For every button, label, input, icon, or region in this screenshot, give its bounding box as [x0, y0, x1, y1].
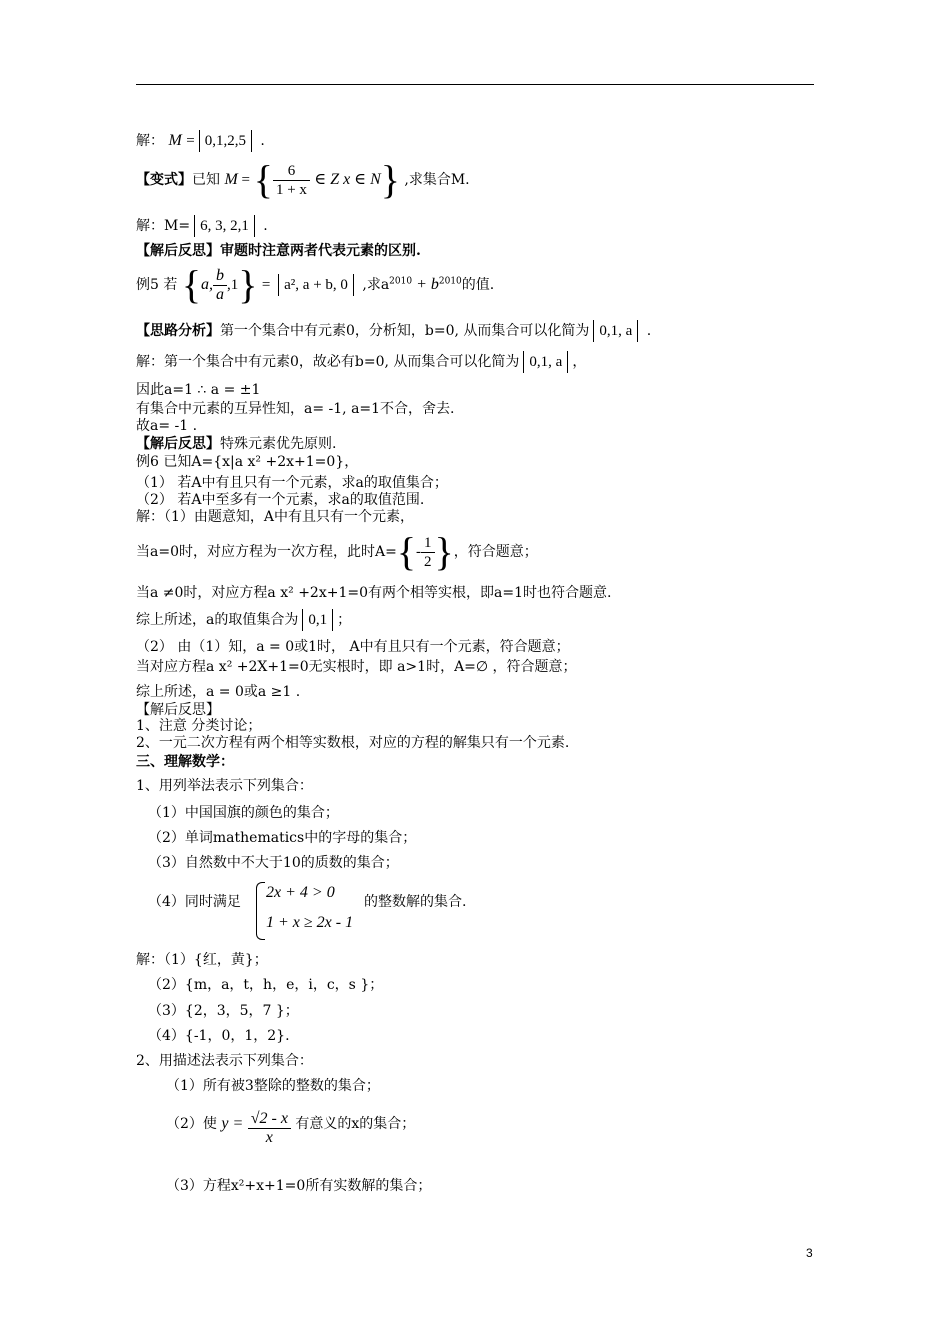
answer-line-1: 解： M = 0,1,2,5 .: [136, 130, 265, 152]
reflection-point-2: 2、一元二次方程有两个相等实数根，对应的方程的解集只有一个元素.: [136, 735, 570, 751]
exercise-1-1: （1）中国国旗的颜色的集合；: [148, 805, 339, 821]
question-1: （1） 若A中有且只有一个元素，求a的取值集合；: [136, 475, 448, 491]
solution-line-6: 当a=0时，对应方程为一次方程，此时A={- $\frac{1}{2}$ }，符合题意；: [136, 529, 538, 574]
exercise-2: 2、用描述法表示下列集合：: [136, 1053, 313, 1069]
set-braces: 0,1, a: [593, 320, 638, 342]
reflection-text: 审题时注意两者代表元素的区别.: [220, 243, 421, 259]
exercise-2-3: （3）方程x²+x+1=0所有实数解的集合；: [166, 1178, 432, 1194]
solution-line-5: 解：（1）由题意知，A中有且只有一个元素，: [136, 509, 415, 525]
solution-line-1: 解：第一个集合中有元素0，故必有b=0, 从而集合可以化简为 0,1, a ，: [136, 351, 586, 373]
answer-line-3: [136, 215, 268, 237]
reflection-line-2: 【解后反思】特殊元素优先原则.: [136, 436, 337, 452]
solution-line-11: 综上所述，a = 0或a ≥1 .: [136, 684, 301, 700]
period: .: [260, 133, 265, 149]
set-condition: ∈ Z x ∈ N: [314, 171, 381, 188]
exercise-2-1: （1）所有被3整除的整数的集合；: [166, 1078, 380, 1094]
solution-line-7: 当a ≠0时，对应方程a x² +2x+1=0有两个相等实根，即a=1时也符合题意.: [136, 585, 612, 601]
set-braces: 0,1, a: [523, 351, 568, 373]
example-5: 例5 若 {a, $\frac{b}{a}$ ,1} = a², a + b, 0 ,求$a^{2010} + b^{2010}$的值.: [136, 262, 495, 307]
reflection-tag: 【解后反思】: [136, 243, 220, 259]
reflection-point-1: 1、注意 分类讨论；: [136, 718, 262, 734]
answer-1-4: （4）{-1，0，1，2}.: [148, 1028, 290, 1044]
set-braces: 0,1: [302, 609, 333, 631]
variant-line: 【变式】已知 M = { $\frac{6}{1 + x}$ ∈ Z x ∈ N} ,求集合M.: [136, 157, 470, 202]
answer-1-3: （3）{2，3，5，7 }；: [148, 1003, 299, 1019]
solution-line-3: 有集合中元素的互异性知，a= -1, a=1不合，舍去.: [136, 401, 455, 417]
exercise-1-3: （3）自然数中不大于10的质数的集合；: [148, 855, 399, 871]
header-rule: [136, 84, 814, 85]
answer-1-1: 解：（1）{红，黄}；: [136, 952, 268, 968]
solution-line-4: 故a= -1 .: [136, 418, 198, 434]
exercise-1-4-end: 的整数解的集合.: [364, 894, 467, 910]
page-number: 3: [806, 1246, 813, 1260]
reflection-line-1: [136, 242, 421, 260]
analysis-text: 第一个集合中有元素0，分析知，b=0, 从而集合可以化简为: [220, 323, 590, 339]
set-braces: 6, 3, 2,1: [194, 215, 255, 237]
fraction: $\frac{√2 - x}{x}$: [248, 1110, 291, 1147]
reflection-line-3: 【解后反思】: [136, 702, 220, 718]
exercise-1-4: （4）同时满足: [148, 894, 241, 910]
example-6: 例6 已知A={x|a x² +2x+1=0}，: [136, 454, 359, 470]
answer-1-2: （2）{m，a，t，h，e，i，c，s }；: [148, 977, 384, 993]
fraction: $\frac{b}{a}$: [213, 267, 227, 304]
fraction: $\frac{1}{2}$: [421, 534, 435, 571]
set-braces: 0,1,2,5: [199, 130, 252, 152]
fraction: $\frac{6}{1 + x}$: [273, 162, 310, 199]
variant-end: ,求集合M.: [404, 172, 470, 188]
answer-prefix: 解：M=: [136, 218, 191, 234]
math-symbol: M: [168, 132, 182, 149]
section-heading: 三、理解数学：: [136, 754, 234, 770]
set-braces: a², a + b, 0: [278, 274, 354, 296]
question-2: （2） 若A中至多有一个元素，求a的取值范围.: [136, 492, 425, 508]
variant-text: 已知: [192, 172, 220, 188]
analysis-tag: 【思路分析】: [136, 323, 220, 339]
exercise-1: 1、用列举法表示下列集合：: [136, 778, 313, 794]
solution-line-9: （2） 由（1）知，a = 0或1时， A中有且只有一个元素，符合题意；: [136, 639, 570, 655]
example-label: 例5 若: [136, 277, 178, 293]
variant-tag: 【变式】: [136, 172, 192, 188]
analysis-line: 【思路分析】第一个集合中有元素0，分析知，b=0, 从而集合可以化简为 0,1, a .: [136, 320, 651, 342]
exercise-1-2: （2）单词mathematics中的字母的集合；: [148, 830, 417, 846]
answer-prefix: 解：: [136, 133, 164, 149]
solution-line-8: 综上所述，a的取值集合为 0,1 ；: [136, 609, 351, 631]
exercise-2-2: （2）使 y = $\frac{√2 - x}{x}$ 有意义的x的集合；: [166, 1110, 416, 1146]
solution-line-10: 当对应方程a x² +2X+1=0无实根时，即 a>1时，A=∅ ，符合题意；: [136, 659, 577, 675]
solution-line-2: 因此a=1 ∴ a = ±1: [136, 382, 261, 398]
period: .: [263, 218, 268, 234]
